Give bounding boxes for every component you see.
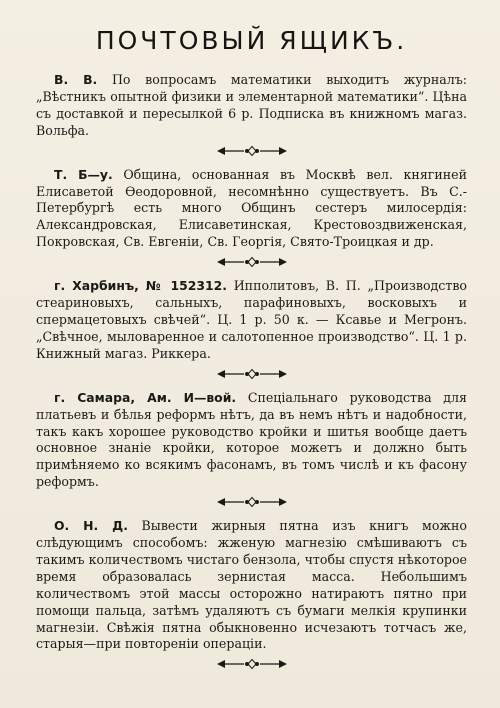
- letter-entry-5: [36, 518, 467, 653]
- letter-entry-2: [36, 167, 467, 252]
- entry-addressee: г. Харбинъ, № 152312.: [54, 278, 227, 294]
- ornament-divider-icon: [36, 495, 467, 509]
- entry-addressee: Т. Б—у.: [54, 166, 113, 182]
- entry-text: Ипполитовъ, В. П. „Производство стеариновыхъ, сальныхъ, парафиновыхъ, восковыхъ и спермацетовыхъ свѣчей“. Ц. 1 р. 50 к. — Ксавье и Мегронъ. „Свѣчное, мыловаренное и салотопенное производство“. Ц. 1 р. Книжный магаз. Риккера.: [36, 278, 467, 361]
- entry-addressee: г. Самара, Ам. И—вой.: [54, 389, 237, 405]
- entry-text: Община, основанная въ Москвѣ вел. княгиней Елисаветой Ѳеодоровной, несомнѣнно существуетъ. Въ С.-Петербургѣ есть много Общинъ сестеръ милосердія: Александровская, Елисаветинская, Крестовоздвиженская, Покровская, Св. Евгеніи, Св. Георгія, Свято-Троицкая и др.: [36, 166, 467, 250]
- letter-entry-3: [36, 278, 467, 363]
- ornament-divider-icon: [36, 367, 467, 381]
- page-heading: ПОЧТОВЫЙ ЯЩИКЪ.: [95, 26, 408, 55]
- letter-entry-4: [36, 390, 467, 491]
- entry-text: Вывести жирныя пятна изъ книгъ можно слѣдующимъ способомъ: жженую магнезію смѣшиваютъ съ такимъ количествомъ чистаго бензола, чтобы спустя нѣкоторое время образовалась зернистая масса. Небольшимъ количествомъ этой массы осторожно натираютъ пятно при помощи пальца, затѣмъ удаляютъ съ бумаги мелкія крупинки магнезіи. Свѣжія пятна обыкновенно исчезаютъ тотчасъ же, старыя—при повтореніи операціи.: [36, 518, 467, 652]
- entry-addressee: В. В.: [54, 72, 98, 87]
- letter-entry-1: [36, 72, 467, 140]
- entry-addressee: О. Н. Д.: [54, 518, 128, 534]
- entry-text: По вопросамъ математики выходитъ журналъ: „Вѣстникъ опытной физики и элементарной математики“. Цѣна съ доставкой и пересылкой 6 р. Подписка въ книжномъ магаз. Вольфа.: [36, 72, 467, 138]
- entry-text: Спеціальнаго руководства для платьевъ и бѣлья реформъ нѣтъ, да въ немъ нѣтъ и надобности, такъ какъ хорошее руководство кройки и шитья вообще даетъ основное знаніе кройки, которое можетъ и должно быть примѣняемо ко всякимъ фасонамъ, въ томъ числѣ и къ фасону реформъ.: [36, 389, 467, 490]
- ornament-divider-icon: [36, 144, 467, 158]
- ornament-divider-icon: [36, 657, 467, 671]
- ornament-divider-icon: [36, 255, 467, 269]
